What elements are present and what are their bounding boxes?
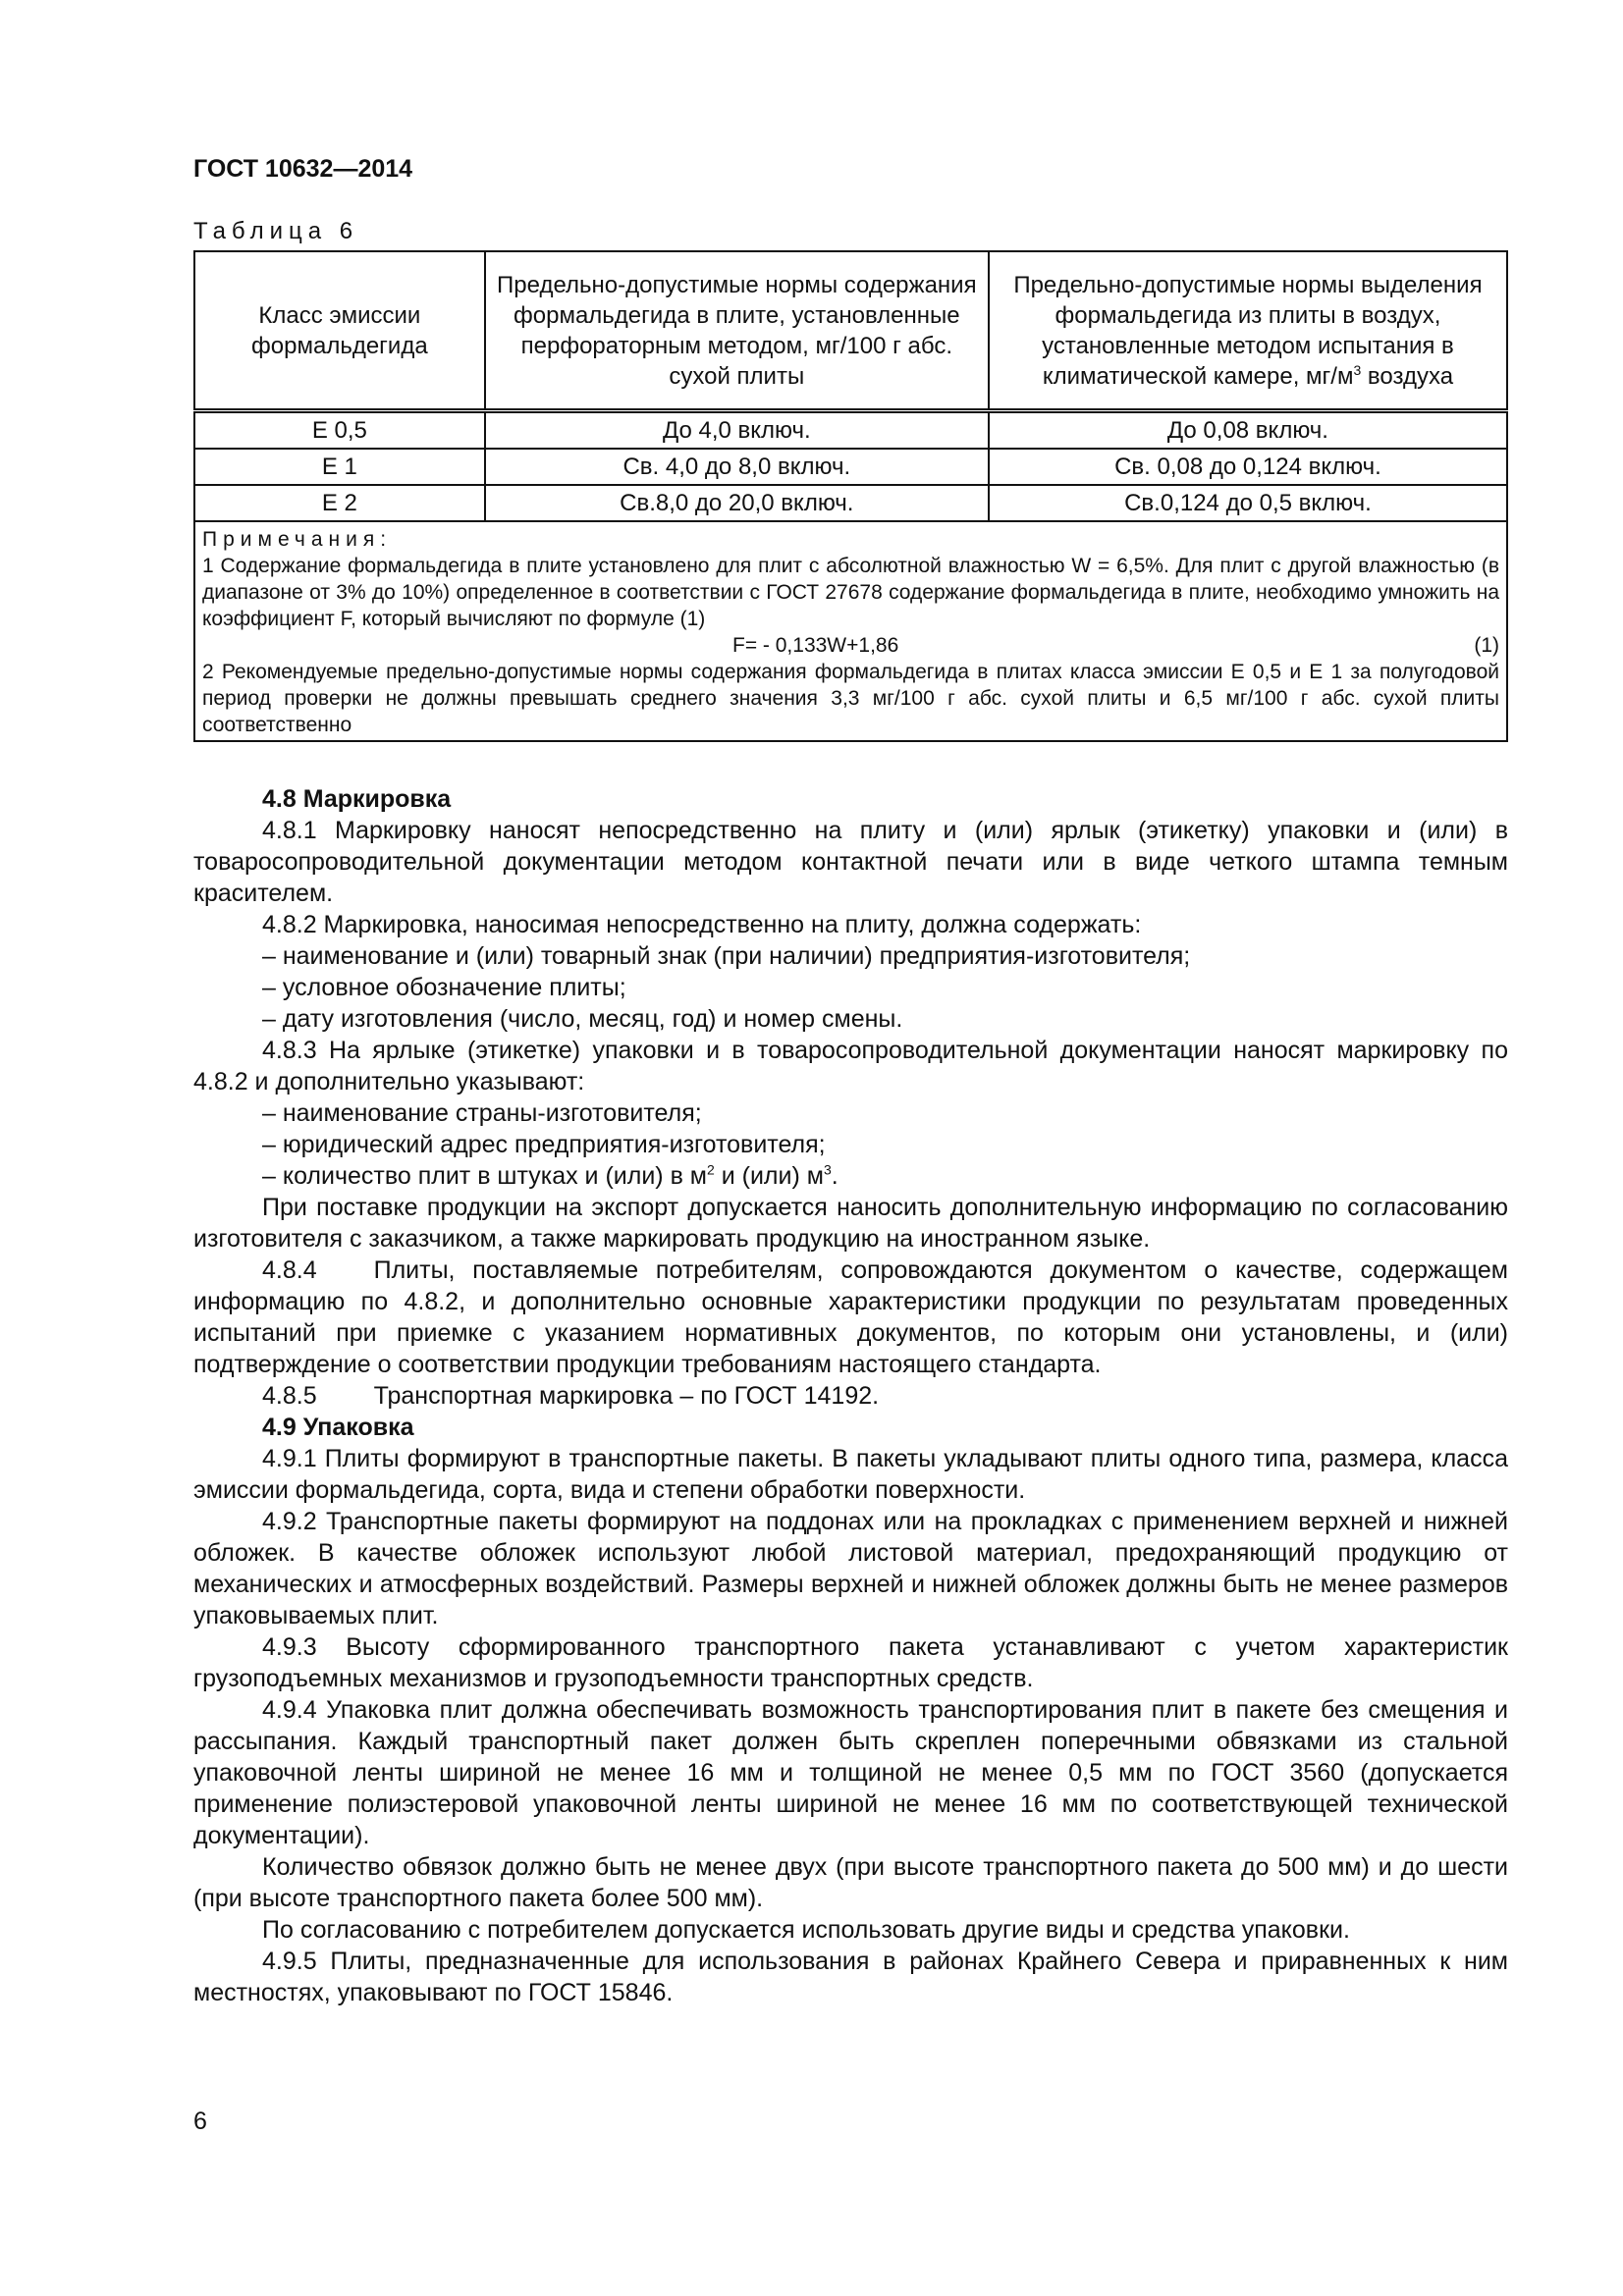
- paragraph-straps: Количество обвязок должно быть не менее двух (при высоте транспортного пакета до 500 мм) и до шести (при высоте транспортного пакета более 500 мм).: [193, 1853, 1508, 1912]
- paragraph-4-9-1: 4.9.1 Плиты формируют в транспортные пакеты. В пакеты укладывают плиты одного типа, размера, класса эмиссии формальдегида, сорта, вида и степени обработки поверхности.: [193, 1445, 1508, 1504]
- table-row: [194, 449, 1507, 485]
- paragraph-4-8-2: 4.8.2 Маркировка, наносимая непосредственно на плиту, должна содержать:: [262, 911, 1142, 938]
- table-notes: [194, 521, 1507, 741]
- paragraph-other-packaging: По согласованию с потребителем допускается использовать другие виды и средства упаковки.: [262, 1916, 1350, 1944]
- paragraph-4-8-5: 4.8.5 Транспортная маркировка – по ГОСТ 14192.: [262, 1382, 880, 1410]
- section-heading-4-8: 4.8 Маркировка: [262, 785, 452, 813]
- table-caption: Таблица 6: [193, 218, 359, 244]
- note-1: 1 Содержание формальдегида в плите установлено для плит с абсолютной влажностью W = 6,5%. Для плит с другой влажностью (в диапазоне от 3% до 10%) определенное в соответствии с ГОСТ 27678 содержание формальдегида в плите, необходимо умножить на коэффициент F, который вычисляют по формуле (1): [202, 555, 1499, 630]
- paragraph-4-9-4: 4.9.4 Упаковка плит должна обеспечивать возможность транспортирования плит в пакете без смещения и рассыпания. Каждый транспортный пакет должен быть скреплен поперечными обвязками из стальной упаковочной ленты шириной не менее 16 мм и толщиной не менее 0,5 мм по ГОСТ 3560 (допускается применение полиэстеровой упаковочной ленты шириной не менее 16 мм по соответствующей технической документации).: [193, 1696, 1508, 1849]
- table-header-row: [194, 251, 1507, 411]
- paragraph-4-9-3: 4.9.3 Высоту сформированного транспортного пакета устанавливают с учетом характеристик грузоподъемных механизмов и грузоподъемности транспортных средств.: [193, 1633, 1508, 1692]
- cell-perforator: До 4,0 включ.: [485, 411, 989, 450]
- list-item: – наименование страны-изготовителя;: [262, 1099, 702, 1127]
- paragraph-export: При поставке продукции на экспорт допускается наносить дополнительную информацию по согласованию изготовителя с заказчиком, а также маркировать продукцию на иностранном языке.: [193, 1194, 1508, 1253]
- paragraph-4-8-3: 4.8.3 На ярлыке (этикетке) упаковки и в товаросопроводительной документации наносят маркировку по 4.8.2 и дополнительно указывают:: [193, 1037, 1508, 1095]
- formula-line: [202, 632, 1499, 659]
- standard-code: ГОСТ 10632—2014: [193, 155, 413, 183]
- paragraph-4-8-4: 4.8.4 Плиты, поставляемые потребителям, сопровождаются документом о качестве, содержащем информацию по 4.8.2, и дополнительно основные характеристики продукции по результатам проведенных испытаний при приемке с указанием нормативных документов, по которым они установлены, и (или) подтверждение о соответствии продукции требованиям настоящего стандарта.: [193, 1256, 1508, 1378]
- paragraph-4-8-1: 4.8.1 Маркировку наносят непосредственно на плиту и (или) ярлык (этикетку) упаковки и (или) в товаросопроводительной документации методом контактной печати или в виде четкого штампа темным красителем.: [193, 817, 1508, 907]
- document-body: [193, 783, 1508, 2008]
- table-notes-row: [194, 521, 1507, 741]
- cell-perforator: Св.8,0 до 20,0 включ.: [485, 485, 989, 521]
- list-item: – юридический адрес предприятия-изготовителя;: [262, 1131, 826, 1158]
- cell-perforator: Св. 4,0 до 8,0 включ.: [485, 449, 989, 485]
- header-perforator-norms: Предельно-допустимые нормы содержания формальдегида в плите, установленные перфораторным методом, мг/100 г абс. сухой плиты: [485, 251, 989, 411]
- table-row: [194, 485, 1507, 521]
- list-item: – количество плит в штуках и (или) в $м^2$ и (или) $м^3$.: [262, 1161, 839, 1190]
- paragraph-4-9-5: 4.9.5 Плиты, предназначенные для использования в районах Крайнего Севера и приравненных к ним местностях, упаковывают по ГОСТ 15846.: [193, 1948, 1508, 2006]
- list-item: – дату изготовления (число, месяц, год) и номер смены.: [262, 1005, 903, 1033]
- cell-class: Е 0,5: [194, 411, 485, 450]
- page-number: 6: [193, 2108, 207, 2135]
- notes-heading: Примечания:: [202, 528, 393, 551]
- formula: F= - 0,133W+1,86: [732, 634, 899, 657]
- cell-class: Е 1: [194, 449, 485, 485]
- cell-chamber: Св. 0,08 до 0,124 включ.: [989, 449, 1507, 485]
- paragraph-4-9-2: 4.9.2 Транспортные пакеты формируют на поддонах или на прокладках с применением верхней и нижней обложек. В качестве обложек используют любой листовой материал, предохраняющий продукцию от механических и атмосферных воздействий. Размеры верхней и нижней обложек должны быть не менее размеров упаковываемых плит.: [193, 1508, 1508, 1629]
- cell-chamber: Св.0,124 до 0,5 включ.: [989, 485, 1507, 521]
- cell-chamber: До 0,08 включ.: [989, 411, 1507, 450]
- formula-number: (1): [1474, 634, 1499, 657]
- header-emission-class: Класс эмиссии формальдегида: [194, 251, 485, 411]
- section-heading-4-9: 4.9 Упаковка: [262, 1414, 414, 1441]
- header-chamber-norms: Предельно-допустимые нормы выделения формальдегида из плиты в воздух, установленные методом испытания в климатической камере, $мг/м^3$ воздуха: [989, 251, 1507, 411]
- cell-class: Е 2: [194, 485, 485, 521]
- note-2: 2 Рекомендуемые предельно-допустимые нормы содержания формальдегида в плитах класса эмиссии Е 0,5 и Е 1 за полугодовой период проверки не должны превышать среднего значения 3,3 мг/100 г абс. сухой плиты и 6,5 мг/100 г абс. сухой плиты соответственно: [202, 661, 1499, 736]
- list-item: – наименование и (или) товарный знак (при наличии) предприятия-изготовителя;: [262, 942, 1191, 970]
- list-item: – условное обозначение плиты;: [262, 974, 626, 1001]
- table-row: [194, 411, 1507, 450]
- formaldehyde-emission-table: [193, 250, 1508, 742]
